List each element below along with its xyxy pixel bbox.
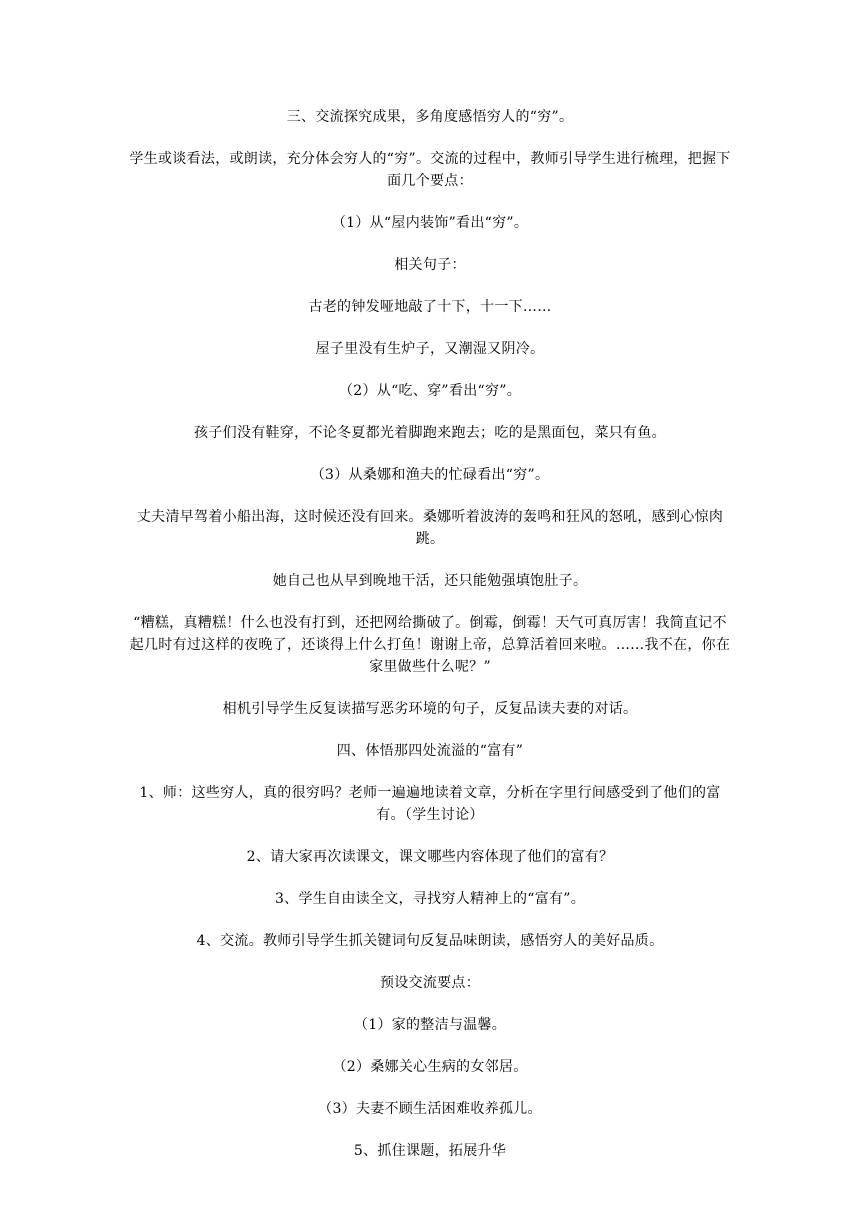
point-heading: （2）从“吃、穿”看出“穷”。 [338, 383, 522, 399]
quoted-sentence: 古老的钟发哑地敲了十下，十一下…… [308, 299, 552, 315]
point-heading: （1）从“屋内装饰”看出“穷”。 [331, 215, 529, 231]
paragraph: 预设交流要点： [379, 975, 481, 991]
quoted-sentence: 她自己也从早到晚地干活，还只能勉强填饱肚子。 [272, 573, 588, 589]
list-item: 5、抓住课题，拓展升华 [353, 1143, 507, 1159]
point-heading: （3）从桑娜和渔夫的忙碌看出“穷”。 [310, 467, 550, 483]
document-body [128, 106, 732, 1182]
section-heading-four: 四、体悟那四处流溢的“富有” [336, 743, 524, 759]
list-item: 4、交流。教师引导学生抓关键词句反复品味朗读，感悟穷人的美好品质。 [196, 933, 664, 949]
quoted-sentence: 孩子们没有鞋穿，不论冬夏都光着脚跑来跑去；吃的是黑面包，菜只有鱼。 [194, 425, 666, 441]
point-item: （2）桑娜关心生病的女邻居。 [332, 1059, 528, 1075]
list-item: 1、师：这些穷人，真的很穷吗？老师一遍遍地读着文章，分析在字里行间感受到了他们的富有。（学生讨论） [139, 785, 721, 823]
point-item: （1）家的整洁与温馨。 [353, 1017, 507, 1033]
section-heading-three: 三、交流探究成果，多角度感悟穷人的“穷”。 [286, 109, 574, 125]
paragraph: 相关句子： [394, 257, 466, 273]
quoted-dialogue: “糟糕，真糟糕！什么也没有打到，还把网给撕破了。倒霉，倒霉！天气可真厉害！我简直记不起几时有过这样的夜晚了，还谈得上什么打鱼！谢谢上帝，总算活着回来啦。……我不在，你在家里做些什么呢？” [129, 615, 731, 675]
paragraph: 学生或谈看法，或朗读，充分体会穷人的“穷”。交流的过程中，教师引导学生进行梳理，把握下面几个要点： [129, 151, 731, 189]
list-item: 2、请大家再次读课文，课文哪些内容体现了他们的富有？ [246, 849, 614, 865]
paragraph: 相机引导学生反复读描写恶劣环境的句子，反复品读夫妻的对话。 [222, 701, 638, 717]
list-item: 3、学生自由读全文，寻找穷人精神上的“富有”。 [274, 891, 586, 907]
quoted-sentence: 屋子里没有生炉子，又潮湿又阴冷。 [315, 341, 545, 357]
quoted-sentence: 丈夫清早驾着小船出海，这时候还没有回来。桑娜听着波涛的轰鸣和狂风的怒吼，感到心惊肉跳。 [136, 509, 724, 547]
point-item: （3）夫妻不顾生活困难收养孤儿。 [318, 1101, 542, 1117]
